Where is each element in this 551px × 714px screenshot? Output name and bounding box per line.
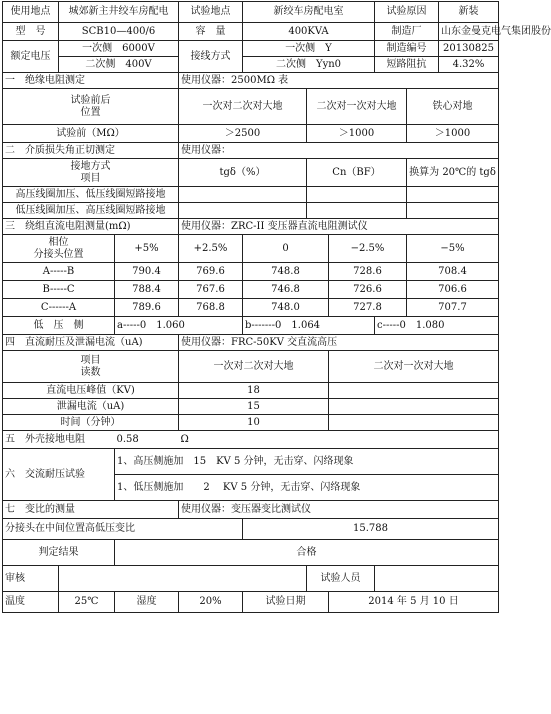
value-primary-voltage: 一次侧 6000V <box>59 41 179 57</box>
s1-head-primary: 一次对二次对大地 <box>179 89 307 125</box>
s1-head-secondary: 二次对一次对大地 <box>307 89 407 125</box>
s7-label: 分接头在中间位置高低压变比 <box>3 519 243 540</box>
header-row-3 <box>3 41 499 57</box>
date-label: 试验日期 <box>243 592 329 613</box>
humidity-label: 湿度 <box>115 592 179 613</box>
s4-row-voltage-secondary <box>329 383 499 399</box>
s2-row-2-converted <box>407 203 499 219</box>
s4-row-time-secondary <box>329 415 499 431</box>
footer-row <box>3 592 499 613</box>
s2-head-cn: Cn（BF） <box>307 159 407 187</box>
s2-row-2-tgd <box>179 203 307 219</box>
value-secondary-voltage: 二次侧 400V <box>59 57 179 73</box>
s2-head-item: 项目 <box>80 172 101 184</box>
s3-row-bc-m25: 726.6 <box>329 281 407 299</box>
s1-head-position: 位置 <box>80 106 101 118</box>
s7-instrument: 使用仪器：变压器变比测试仪 <box>179 501 499 519</box>
s1-value-primary: ＞2500 <box>179 125 307 143</box>
s7-value-row <box>3 519 499 540</box>
s3-head-row <box>3 235 499 263</box>
s3-row-bc-p5: 788.4 <box>115 281 179 299</box>
header-row-4 <box>3 57 499 73</box>
s2-row-1-label: 高压线圈加压、低压线圈短路接地 <box>3 187 179 203</box>
s4-row-time-label: 时间（分钟） <box>3 415 179 431</box>
value-capacity: 400KVA <box>243 23 375 41</box>
s5-value: 0.58 <box>115 431 179 449</box>
s3-row-ab-p5: 790.4 <box>115 263 179 281</box>
s2-row-2-label: 低压线圈加压、高压线圈短路接地 <box>3 203 179 219</box>
s3-row-bc-p25: 767.6 <box>179 281 243 299</box>
s3-row-ca-m5: 707.7 <box>407 299 499 317</box>
s3-row-ab-label: A-----B <box>3 263 115 281</box>
audit-value <box>59 566 307 592</box>
value-serial: 20130825 <box>439 41 499 57</box>
s1-instrument: 使用仪器：2500MΩ 表 <box>179 73 499 89</box>
s3-row-ca-m25: 727.8 <box>329 299 407 317</box>
s3-head-phase: 相位 <box>48 236 69 248</box>
value-test-reason: 新装 <box>439 2 499 23</box>
s2-head-grounding: 接地方式 <box>70 160 111 172</box>
s3-instrument: 使用仪器：ZRC-II 变压器直流电阻测试仪 <box>179 219 499 235</box>
sign-row <box>3 566 499 592</box>
s4-head-secondary: 二次对一次对大地 <box>329 351 499 383</box>
s1-head-before-after: 试验前后 <box>70 94 111 106</box>
s4-row-time <box>3 415 499 431</box>
s3-row-bc <box>3 281 499 299</box>
audit-label: 审核 <box>3 566 59 592</box>
s2-head-row <box>3 159 499 187</box>
label-rated-voltage: 额定电压 <box>3 41 59 73</box>
s4-head-primary: 一次对二次对大地 <box>179 351 329 383</box>
value-model: SCB10—400/6 <box>59 23 179 41</box>
s1-value-secondary: ＞1000 <box>307 125 407 143</box>
s3-head-corner <box>3 235 115 263</box>
s2-head-corner <box>3 159 179 187</box>
label-capacity: 容 量 <box>179 23 243 41</box>
s3-head-m5: −5% <box>407 235 499 263</box>
s3-low-c: c-----0 1.080 <box>375 317 499 335</box>
test-report-sheet <box>0 1 551 714</box>
s4-head-row <box>3 351 499 383</box>
s3-row-bc-m5: 706.6 <box>407 281 499 299</box>
s4-row-voltage <box>3 383 499 399</box>
s7-title-row <box>3 501 499 519</box>
s5-title: 五 外壳接地电阻 <box>3 431 115 449</box>
s2-title-row <box>3 143 499 159</box>
s4-row-voltage-primary: 18 <box>179 383 329 399</box>
tester-label: 试验人员 <box>307 566 375 592</box>
header-row-2 <box>3 23 499 41</box>
label-connection: 接线方式 <box>179 41 243 73</box>
date-value: 2014 年 5 月 10 日 <box>329 592 499 613</box>
value-impedance: 4.32% <box>439 57 499 73</box>
s3-row-ab <box>3 263 499 281</box>
s3-low-b: b-------0 1.064 <box>243 317 375 335</box>
s3-head-m25: −2.5% <box>329 235 407 263</box>
s5-row <box>3 431 499 449</box>
s3-head-tap: 分接头位置 <box>33 248 84 260</box>
report-table <box>2 1 551 613</box>
s4-row-leak-primary: 15 <box>179 399 329 415</box>
s1-title: 一 绝缘电阻测定 <box>3 73 179 89</box>
s3-row-ca <box>3 299 499 317</box>
s1-head-corner <box>3 89 179 125</box>
s6-row-1 <box>3 449 499 475</box>
s2-row-1-cn <box>307 187 407 203</box>
s4-instrument: 使用仪器：FRC-50KV 交直流高压 <box>179 335 499 351</box>
s3-row-ca-label: C------A <box>3 299 115 317</box>
s3-row-ab-p25: 769.6 <box>179 263 243 281</box>
s3-row-bc-0: 746.8 <box>243 281 329 299</box>
s3-row-ca-p25: 768.8 <box>179 299 243 317</box>
s3-title: 三 绕组直流电阻测量(mΩ) <box>3 219 179 235</box>
s3-head-0: 0 <box>243 235 329 263</box>
value-test-location: 新绞车房配电室 <box>243 2 375 23</box>
s3-head-p25: +2.5% <box>179 235 243 263</box>
s3-row-ab-0: 748.8 <box>243 263 329 281</box>
s3-row-ca-0: 748.0 <box>243 299 329 317</box>
s2-instrument: 使用仪器： <box>179 143 499 159</box>
s2-title: 二 介质损失角正切测定 <box>3 143 179 159</box>
s4-head-corner <box>3 351 179 383</box>
temp-value: 25℃ <box>59 592 115 613</box>
s1-row-label: 试验前（MΩ） <box>3 125 179 143</box>
s5-unit: Ω <box>179 431 499 449</box>
s2-row-1-converted <box>407 187 499 203</box>
s2-row-1 <box>3 187 499 203</box>
result-row <box>3 540 499 566</box>
s2-head-converted: 换算为 20℃的 tgδ <box>407 159 499 187</box>
s6-title: 六 交流耐压试验 <box>3 449 115 501</box>
s2-row-1-tgd <box>179 187 307 203</box>
result-value: 合格 <box>115 540 499 566</box>
s3-head-p5: +5% <box>115 235 179 263</box>
s3-row-ca-p5: 789.6 <box>115 299 179 317</box>
s3-row-bc-label: B-----C <box>3 281 115 299</box>
value-use-location: 城郊新主井绞车房配电 <box>59 2 179 23</box>
label-manufacturer: 制造厂 <box>375 23 439 41</box>
s4-head-item: 项目 <box>80 354 101 366</box>
s3-low-label: 低 压 侧 <box>3 317 115 335</box>
s7-value: 15.788 <box>243 519 499 540</box>
s2-row-2-cn <box>307 203 407 219</box>
value-primary-connection: 一次侧 Y <box>243 41 375 57</box>
s1-head-row <box>3 89 499 125</box>
s3-row-ab-m5: 708.4 <box>407 263 499 281</box>
s3-low-row <box>3 317 499 335</box>
header-row-1 <box>3 2 499 23</box>
s1-value-row <box>3 125 499 143</box>
value-manufacturer: 山东金曼克电气集团股份 <box>439 23 499 41</box>
s1-head-core: 铁心对地 <box>407 89 499 125</box>
tester-value <box>375 566 499 592</box>
label-impedance: 短路阻抗 <box>375 57 439 73</box>
label-test-location: 试验地点 <box>179 2 243 23</box>
s3-title-row <box>3 219 499 235</box>
s4-row-leak <box>3 399 499 415</box>
value-secondary-connection: 二次侧 Yyn0 <box>243 57 375 73</box>
s2-head-tgd: tgδ（%） <box>179 159 307 187</box>
s1-title-row <box>3 73 499 89</box>
temp-label: 温度 <box>3 592 59 613</box>
s4-head-reading: 读数 <box>80 366 101 378</box>
label-serial: 制造编号 <box>375 41 439 57</box>
s1-value-core: ＞1000 <box>407 125 499 143</box>
s4-row-voltage-label: 直流电压峰值（KV) <box>3 383 179 399</box>
label-model: 型 号 <box>3 23 59 41</box>
label-test-reason: 试验原因 <box>375 2 439 23</box>
s4-row-leak-label: 泄漏电流（uA) <box>3 399 179 415</box>
s7-title: 七 变比的测量 <box>3 501 179 519</box>
s3-row-ab-m25: 728.6 <box>329 263 407 281</box>
humidity-value: 20% <box>179 592 243 613</box>
s3-low-a: a-----0 1.060 <box>115 317 243 335</box>
result-label: 判定结果 <box>3 540 115 566</box>
s4-title: 四 直流耐压及泄漏电流（uA) <box>3 335 179 351</box>
s4-title-row <box>3 335 499 351</box>
s6-line-2: 1、低压侧施加 2 KV 5 分钟，无击穿、闪络现象 <box>115 475 499 501</box>
s6-line-1: 1、高压侧施加 15 KV 5 分钟，无击穿、闪络现象 <box>115 449 499 475</box>
s2-row-2 <box>3 203 499 219</box>
label-use-location: 使用地点 <box>3 2 59 23</box>
s4-row-leak-secondary <box>329 399 499 415</box>
s4-row-time-primary: 10 <box>179 415 329 431</box>
